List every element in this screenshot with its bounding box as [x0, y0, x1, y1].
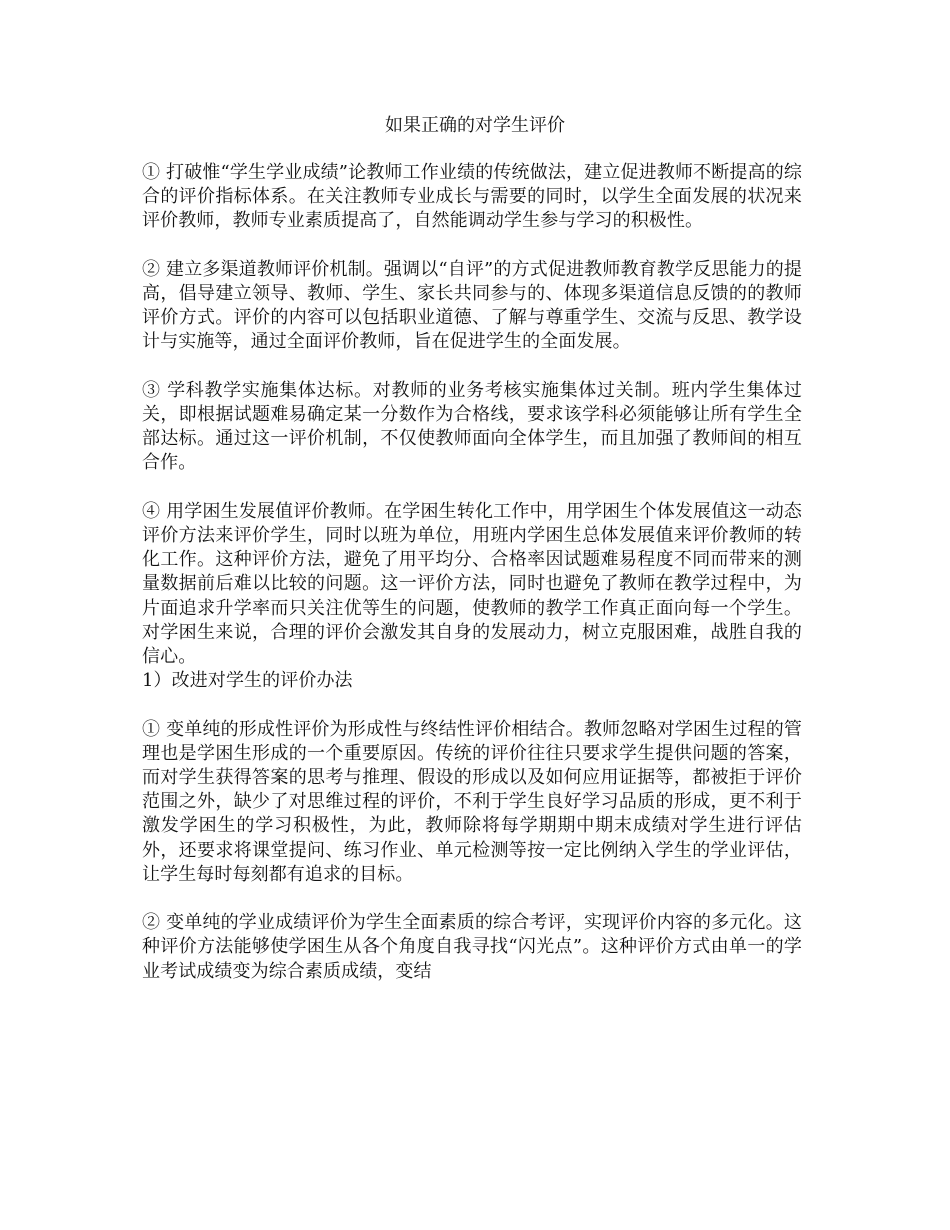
paragraph-4: ④ 用学困生发展值评价教师。在学困生转化工作中，用学困生个体发展值这一动态评价方法来评价学生，同时以班为单位，用班内学困生总体发展值来评价教师的转化工作。这种评价方法，避免了用平均分、合格率因试题难易程度不同而带来的测量数据前后难以比较的问题。这一评价方法，同时也避免了教师在教学过程中，为片面追求升学率而只关注优等生的问题，使教师的教学工作真正面向每一个学生。对学困生来说，合理的评价会激发其自身的发展动力，树立克服困难，战胜自我的信心。	[142, 500, 802, 668]
document-title: 如果正确的对学生评价	[385, 115, 565, 136]
paragraph-2: ② 建立多渠道教师评价机制。强调以“自评”的方式促进教师教育教学反思能力的提高，倡导建立领导、教师、学生、家长共同参与的、体现多渠道信息反馈的的教师评价方式。评价的内容可以包括职业道德、了解与尊重学生、交流与反思、教学设计与实施等，通过全面评价教师，旨在促进学生的全面发展。	[142, 258, 802, 353]
paragraph-spacer	[142, 887, 802, 911]
section-heading: 1）改进对学生的评价办法	[142, 670, 353, 692]
paragraph-spacer	[142, 476, 802, 500]
paragraph-5: ① 变单纯的形成性评价为形成性与终结性评价相结合。教师忽略对学困生过程的管理也是学困生形成的一个重要原因。传统的评价往往只要求学生提供问题的答案，而对学生获得答案的思考与推理、假设的形成以及如何应用证据等，都被拒于评价范围之外，缺少了对思维过程的评价，不利于学生良好学习品质的形成，更不利于激发学困生的学习积极性，为此，教师除将每学期期中期末成绩对学生进行评估外，还要求将课堂提问、练习作业、单元检测等按一定比例纳入学生的学业评估，让学生每时每刻都有追求的目标。	[142, 718, 802, 885]
paragraph-spacer	[142, 355, 802, 379]
paragraph-spacer	[142, 234, 802, 258]
paragraph-6: ② 变单纯的学业成绩评价为学生全面素质的综合考评，实现评价内容的多元化。这种评价方法能够使学困生从各个角度自我寻找“闪光点”。这种评价方式由单一的学业考试成绩变为综合素质成绩，变结	[142, 912, 802, 982]
paragraph-1: ① 打破惟“学生学业成绩”论教师工作业绩的传统做法，建立促进教师不断提高的综合的评价指标体系。在关注教师专业成长与需要的同时，以学生全面发展的状况来评价教师，教师专业素质提高了，自然能调动学生参与学习的积极性。	[142, 162, 802, 232]
paragraph-3: ③ 学科教学实施集体达标。对教师的业务考核实施集体过关制。班内学生集体过关，即根据试题难易确定某一分数作为合格线，要求该学科必须能够让所有学生全部达标。通过这一评价机制，不仅使教师面向全体学生，而且加强了教师间的相互合作。	[142, 379, 802, 474]
paragraph-spacer	[142, 693, 802, 717]
document-body	[142, 161, 802, 984]
